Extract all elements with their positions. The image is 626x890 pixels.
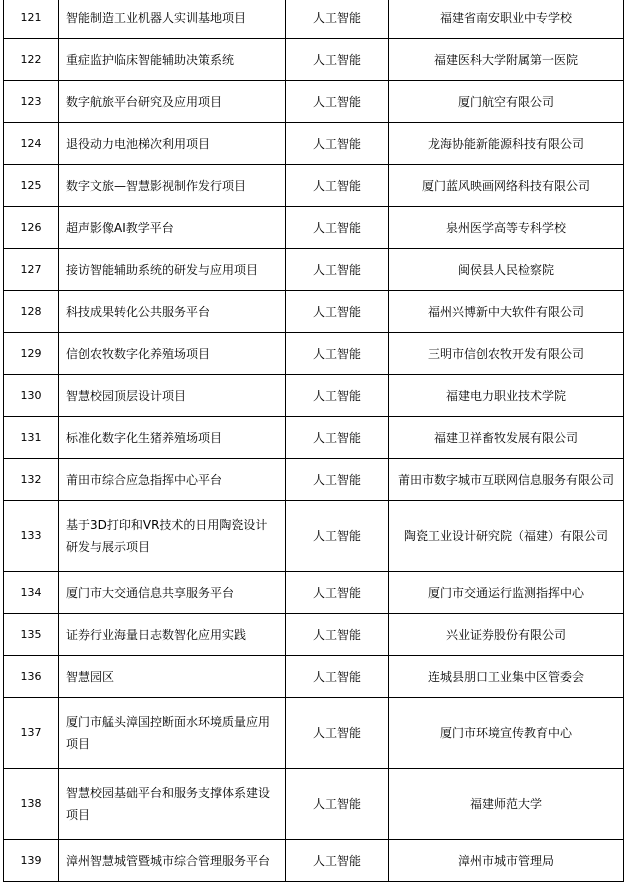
project-name: 漳州智慧城管暨城市综合管理服务平台 <box>59 840 286 882</box>
organization-name: 龙海协能新能源科技有限公司 <box>389 123 624 165</box>
project-category: 人工智能 <box>286 840 389 882</box>
project-name: 退役动力电池梯次利用项目 <box>59 123 286 165</box>
project-category: 人工智能 <box>286 333 389 375</box>
project-category: 人工智能 <box>286 572 389 614</box>
project-name: 基于3D打印和VR技术的日用陶瓷设计研发与展示项目 <box>59 501 286 572</box>
project-name: 重症监护临床智能辅助决策系统 <box>59 39 286 81</box>
table-row <box>4 656 624 698</box>
organization-name: 福州兴博新中大软件有限公司 <box>389 291 624 333</box>
table-row <box>4 165 624 207</box>
organization-name: 厦门航空有限公司 <box>389 81 624 123</box>
row-number: 126 <box>4 207 59 249</box>
organization-name: 厦门市交通运行监测指挥中心 <box>389 572 624 614</box>
project-name: 莆田市综合应急指挥中心平台 <box>59 459 286 501</box>
table-row <box>4 417 624 459</box>
table-row <box>4 333 624 375</box>
table-row <box>4 840 624 882</box>
row-number: 136 <box>4 656 59 698</box>
project-name: 智能制造工业机器人实训基地项目 <box>59 0 286 39</box>
project-category: 人工智能 <box>286 207 389 249</box>
project-category: 人工智能 <box>286 375 389 417</box>
organization-name: 厦门蓝风映画网络科技有限公司 <box>389 165 624 207</box>
row-number: 131 <box>4 417 59 459</box>
table-row <box>4 459 624 501</box>
row-number: 128 <box>4 291 59 333</box>
project-category: 人工智能 <box>286 656 389 698</box>
project-category: 人工智能 <box>286 614 389 656</box>
project-category: 人工智能 <box>286 123 389 165</box>
project-category: 人工智能 <box>286 165 389 207</box>
organization-name: 福建电力职业技术学院 <box>389 375 624 417</box>
organization-name: 连城县朋口工业集中区管委会 <box>389 656 624 698</box>
row-number: 123 <box>4 81 59 123</box>
project-category: 人工智能 <box>286 698 389 769</box>
project-name: 智慧园区 <box>59 656 286 698</box>
table-row <box>4 769 624 840</box>
project-category: 人工智能 <box>286 291 389 333</box>
project-category: 人工智能 <box>286 0 389 39</box>
table-row <box>4 501 624 572</box>
organization-name: 兴业证券股份有限公司 <box>389 614 624 656</box>
organization-name: 三明市信创农牧开发有限公司 <box>389 333 624 375</box>
row-number: 133 <box>4 501 59 572</box>
row-number: 135 <box>4 614 59 656</box>
table-row <box>4 614 624 656</box>
organization-name: 闽侯县人民检察院 <box>389 249 624 291</box>
row-number: 130 <box>4 375 59 417</box>
organization-name: 福建卫祥畜牧发展有限公司 <box>389 417 624 459</box>
row-number: 127 <box>4 249 59 291</box>
table-row <box>4 81 624 123</box>
table-body <box>4 0 624 882</box>
organization-name: 厦门市环境宣传教育中心 <box>389 698 624 769</box>
project-name: 厦门市大交通信息共享服务平台 <box>59 572 286 614</box>
row-number: 134 <box>4 572 59 614</box>
project-category: 人工智能 <box>286 501 389 572</box>
row-number: 124 <box>4 123 59 165</box>
row-number: 132 <box>4 459 59 501</box>
table-row <box>4 123 624 165</box>
project-name: 证券行业海量日志数智化应用实践 <box>59 614 286 656</box>
project-name: 数字航旅平台研究及应用项目 <box>59 81 286 123</box>
project-category: 人工智能 <box>286 769 389 840</box>
organization-name: 陶瓷工业设计研究院（福建）有限公司 <box>389 501 624 572</box>
organization-name: 泉州医学高等专科学校 <box>389 207 624 249</box>
project-category: 人工智能 <box>286 39 389 81</box>
organization-name: 漳州市城市管理局 <box>389 840 624 882</box>
table-row <box>4 207 624 249</box>
project-name: 厦门市艋头漳国控断面水环境质量应用项目 <box>59 698 286 769</box>
project-category: 人工智能 <box>286 81 389 123</box>
project-name: 标准化数字化生猪养殖场项目 <box>59 417 286 459</box>
project-table <box>3 0 624 882</box>
project-category: 人工智能 <box>286 417 389 459</box>
project-name: 接访智能辅助系统的研发与应用项目 <box>59 249 286 291</box>
row-number: 139 <box>4 840 59 882</box>
project-name: 智慧校园顶层设计项目 <box>59 375 286 417</box>
table-row <box>4 39 624 81</box>
row-number: 125 <box>4 165 59 207</box>
organization-name: 福建师范大学 <box>389 769 624 840</box>
organization-name: 莆田市数字城市互联网信息服务有限公司 <box>389 459 624 501</box>
organization-name: 福建医科大学附属第一医院 <box>389 39 624 81</box>
row-number: 137 <box>4 698 59 769</box>
project-category: 人工智能 <box>286 459 389 501</box>
project-name: 数字文旅—智慧影视制作发行项目 <box>59 165 286 207</box>
table-row <box>4 375 624 417</box>
row-number: 122 <box>4 39 59 81</box>
organization-name: 福建省南安职业中专学校 <box>389 0 624 39</box>
project-name: 超声影像AI教学平台 <box>59 207 286 249</box>
row-number: 121 <box>4 0 59 39</box>
table-row <box>4 0 624 39</box>
row-number: 138 <box>4 769 59 840</box>
project-name: 科技成果转化公共服务平台 <box>59 291 286 333</box>
project-name: 智慧校园基础平台和服务支撑体系建设项目 <box>59 769 286 840</box>
table-row <box>4 249 624 291</box>
row-number: 129 <box>4 333 59 375</box>
table-row <box>4 291 624 333</box>
project-name: 信创农牧数字化养殖场项目 <box>59 333 286 375</box>
table-row <box>4 572 624 614</box>
table-row <box>4 698 624 769</box>
project-category: 人工智能 <box>286 249 389 291</box>
